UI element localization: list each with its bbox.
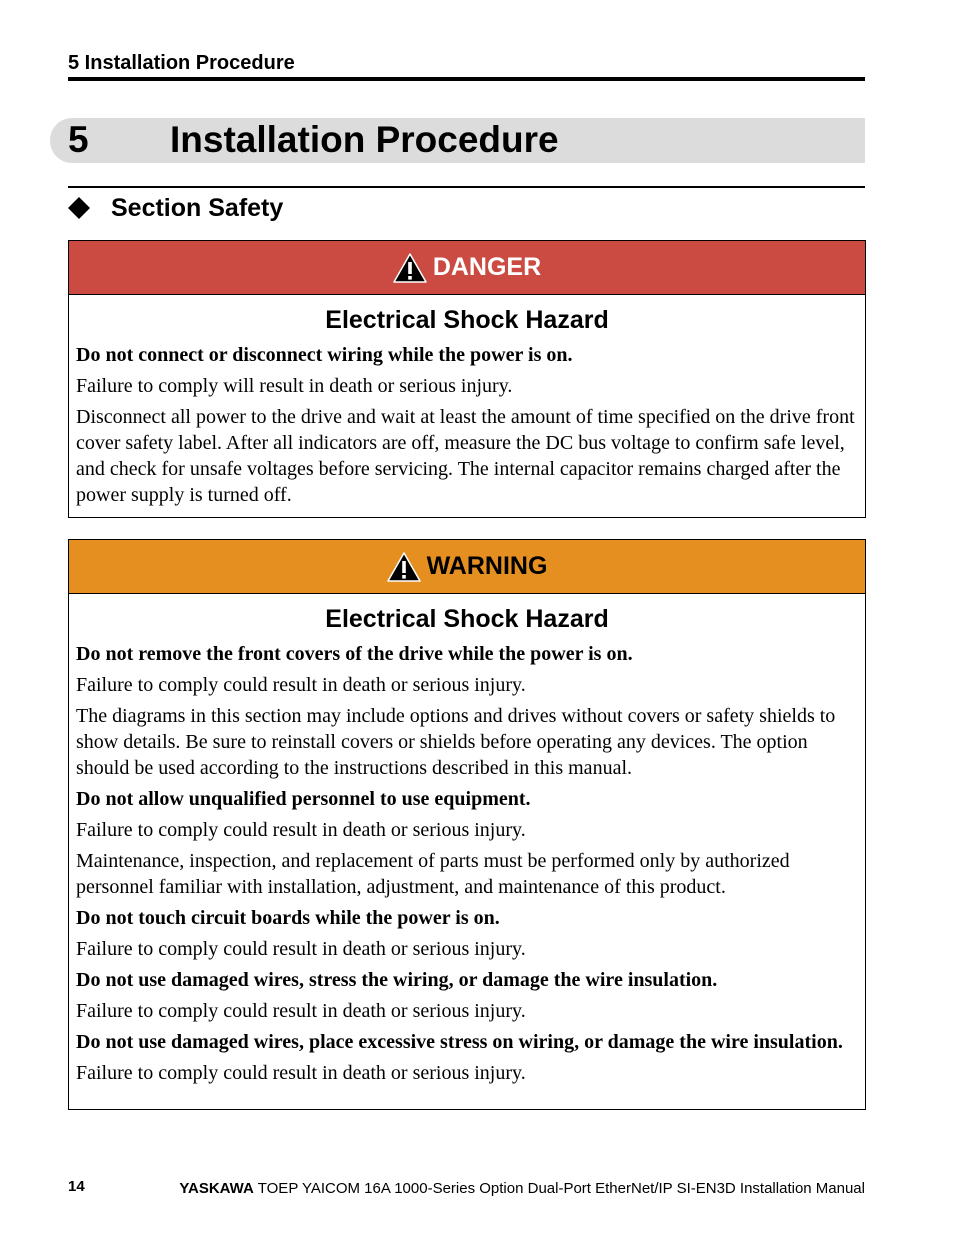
diamond-bullet-icon xyxy=(68,197,90,219)
hazard-paragraph: Failure to comply could result in death or serious injury. xyxy=(76,819,526,841)
warning-hazard-title: Electrical Shock Hazard xyxy=(325,605,609,633)
running-header: 5 Installation Procedure xyxy=(68,52,295,74)
danger-signal-word: DANGER xyxy=(432,253,542,281)
chapter-number: 5 xyxy=(68,119,89,160)
hazard-paragraph: Maintenance, inspection, and replacement of parts must be performed only by authorized personnel familiar with installation, adjustment, and maintenance of this product. xyxy=(76,850,790,898)
warning-header xyxy=(69,540,865,594)
hazard-instruction: Do not use damaged wires, stress the wiring, or damage the wire insulation. xyxy=(76,969,718,991)
hazard-paragraph: Failure to comply will result in death or serious injury. xyxy=(76,375,513,397)
danger-header xyxy=(69,241,865,295)
chapter-title: Installation Procedure xyxy=(170,119,559,160)
warning-triangle-icon xyxy=(393,253,427,283)
section-title: Section Safety xyxy=(111,194,284,222)
warning-box xyxy=(68,539,866,1110)
hazard-paragraph: The diagrams in this section may include options and drives without covers or safety shields to show details. Be sure to reinstall covers or shields before operating any devices. The option should be used according to the instructions described in this manual. xyxy=(76,705,836,779)
hazard-paragraph: Failure to comply could result in death or serious injury. xyxy=(76,1000,526,1022)
danger-hazard-title: Electrical Shock Hazard xyxy=(325,306,609,334)
warning-signal-word: WARNING xyxy=(426,552,548,580)
header-rule xyxy=(68,77,865,81)
hazard-paragraph: Disconnect all power to the drive and wait at least the amount of time specified on the drive front cover safety label. After all indicators are off, measure the DC bus voltage to confirm safe level, and check for unsafe voltages before servicing. The internal capacitor remains charged after the power supply is turned off. xyxy=(76,406,855,506)
hazard-instruction: Do not remove the front covers of the drive while the power is on. xyxy=(76,643,633,665)
warning-body xyxy=(69,594,865,1086)
hazard-paragraph: Failure to comply could result in death or serious injury. xyxy=(76,1062,526,1084)
danger-paragraphs xyxy=(76,342,858,508)
hazard-instruction: Do not touch circuit boards while the power is on. xyxy=(76,907,500,929)
hazard-instruction: Do not connect or disconnect wiring while the power is on. xyxy=(76,344,573,366)
danger-body xyxy=(69,295,865,508)
section-rule xyxy=(68,186,865,188)
hazard-instruction: Do not allow unqualified personnel to use equipment. xyxy=(76,788,531,810)
footer-brand: YASKAWA xyxy=(179,1180,254,1197)
danger-box xyxy=(68,240,866,518)
page-number: 14 xyxy=(68,1178,85,1195)
warning-triangle-icon xyxy=(387,552,421,582)
hazard-instruction: Do not use damaged wires, place excessive stress on wiring, or damage the wire insulation. xyxy=(76,1031,843,1053)
footer-manual-title xyxy=(179,1180,865,1197)
hazard-paragraph: Failure to comply could result in death or serious injury. xyxy=(76,674,526,696)
footer-title-text: TOEP YAICOM 16A 1000-Series Option Dual-Port EtherNet/IP SI-EN3D Installation Manual xyxy=(257,1180,865,1197)
hazard-paragraph: Failure to comply could result in death or serious injury. xyxy=(76,938,526,960)
warning-paragraphs xyxy=(76,641,858,1086)
